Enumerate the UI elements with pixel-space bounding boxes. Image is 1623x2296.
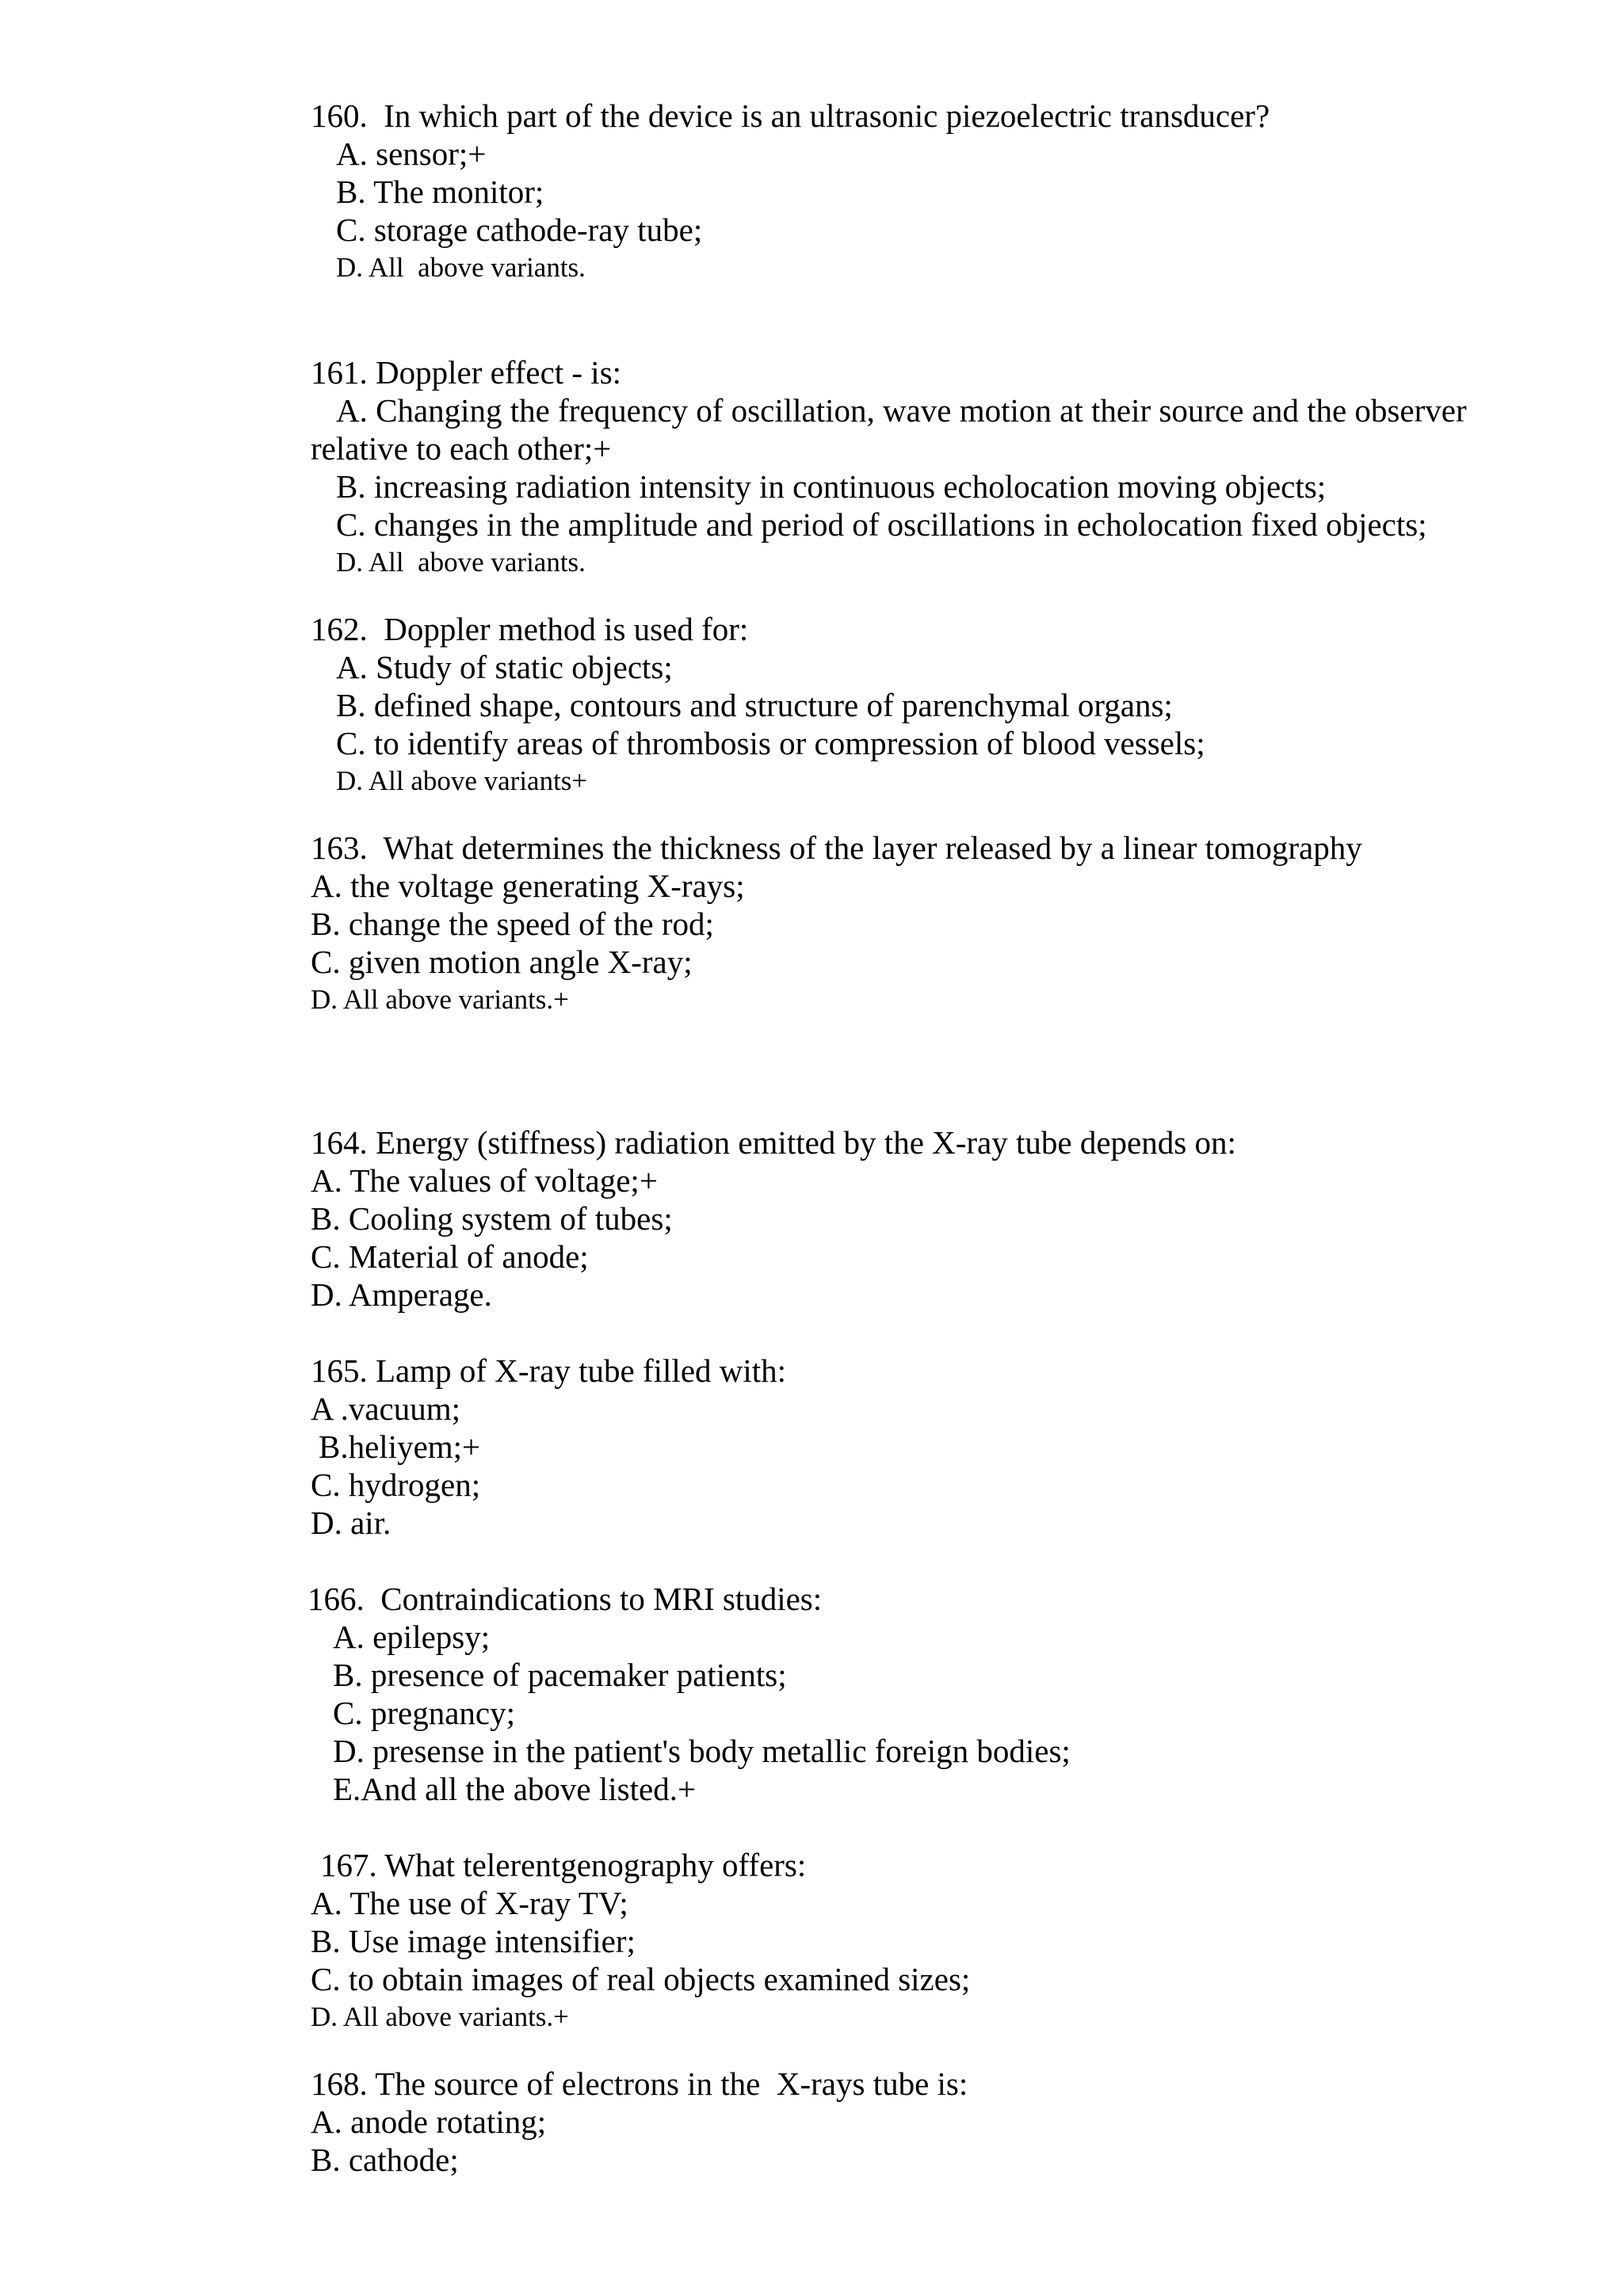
question-text: 160. In which part of the device is an ultrasonic piezoelectric transducer? — [311, 97, 1270, 134]
answer-option: C. storage cathode-ray tube; — [336, 212, 703, 248]
answer-option: C. given motion angle X-ray; — [311, 944, 693, 980]
answer-option: A. Study of static objects; — [336, 649, 673, 685]
answer-option: D. Amperage. — [311, 1276, 492, 1313]
answer-option: C. Material of anode; — [311, 1238, 589, 1275]
answer-option: A .vacuum; — [311, 1390, 461, 1427]
question-text: 165. Lamp of X-ray tube filled with: — [311, 1352, 787, 1389]
answer-option: C. hydrogen; — [311, 1466, 481, 1503]
answer-option: A. anode rotating; — [311, 2103, 547, 2140]
answer-option: B. Cooling system of tubes; — [311, 1200, 673, 1237]
answer-option: C. pregnancy; — [333, 1695, 515, 1731]
question-text: 168. The source of electrons in the X-rays tube is: — [311, 2065, 968, 2102]
question-text: 162. Doppler method is used for: — [311, 611, 749, 647]
answer-option: A. sensor;+ — [336, 135, 487, 172]
answer-option: B. cathode; — [311, 2142, 459, 2178]
answer-option: E.And all the above listed.+ — [333, 1771, 697, 1807]
question-text: 166. Contraindications to MRI studies: — [307, 1581, 823, 1617]
answer-option: D. All above variants. — [336, 252, 586, 283]
answer-option: A. epilepsy; — [333, 1619, 491, 1655]
answer-option: D. presense in the patient's body metallic foreign bodies; — [333, 1733, 1071, 1769]
answer-option: D. All above variants.+ — [311, 2001, 569, 2032]
answer-option: B. presence of pacemaker patients; — [333, 1657, 787, 1693]
question-text: 164. Energy (stiffness) radiation emitted by the X-ray tube depends on: — [311, 1124, 1236, 1161]
answer-option-continuation: relative to each other;+ — [311, 430, 612, 467]
question-text: 167. What telerentgenography offers: — [320, 1847, 807, 1883]
answer-option: A. the voltage generating X-rays; — [311, 868, 745, 904]
answer-option: A. Changing the frequency of oscillation, wave motion at their source and the observer — [336, 392, 1467, 429]
answer-option: A. The use of X-ray TV; — [311, 1885, 628, 1921]
answer-option: B. The monitor; — [336, 174, 544, 210]
answer-option: D. All above variants. — [336, 547, 586, 578]
answer-option: B. change the speed of the rod; — [311, 906, 714, 942]
answer-option: C. to identify areas of thrombosis or compression of blood vessels; — [336, 725, 1205, 761]
answer-option: B.heliyem;+ — [319, 1428, 481, 1465]
answer-option: B. defined shape, contours and structure of parenchymal organs; — [336, 687, 1173, 723]
answer-option: B. Use image intensifier; — [311, 1923, 636, 1959]
question-text: 163. What determines the thickness of the layer released by a linear tomography — [311, 830, 1362, 866]
answer-option: D. air. — [311, 1505, 391, 1541]
answer-option: B. increasing radiation intensity in continuous echolocation moving objects; — [336, 468, 1327, 505]
answer-option: C. to obtain images of real objects examined sizes; — [311, 1961, 971, 1997]
answer-option: D. All above variants.+ — [311, 984, 569, 1015]
question-text: 161. Doppler effect - is: — [311, 354, 622, 391]
answer-option: C. changes in the amplitude and period of oscillations in echolocation fixed objects; — [336, 506, 1427, 543]
answer-option: D. All above variants+ — [336, 765, 588, 796]
answer-option: A. The values of voltage;+ — [311, 1162, 658, 1199]
